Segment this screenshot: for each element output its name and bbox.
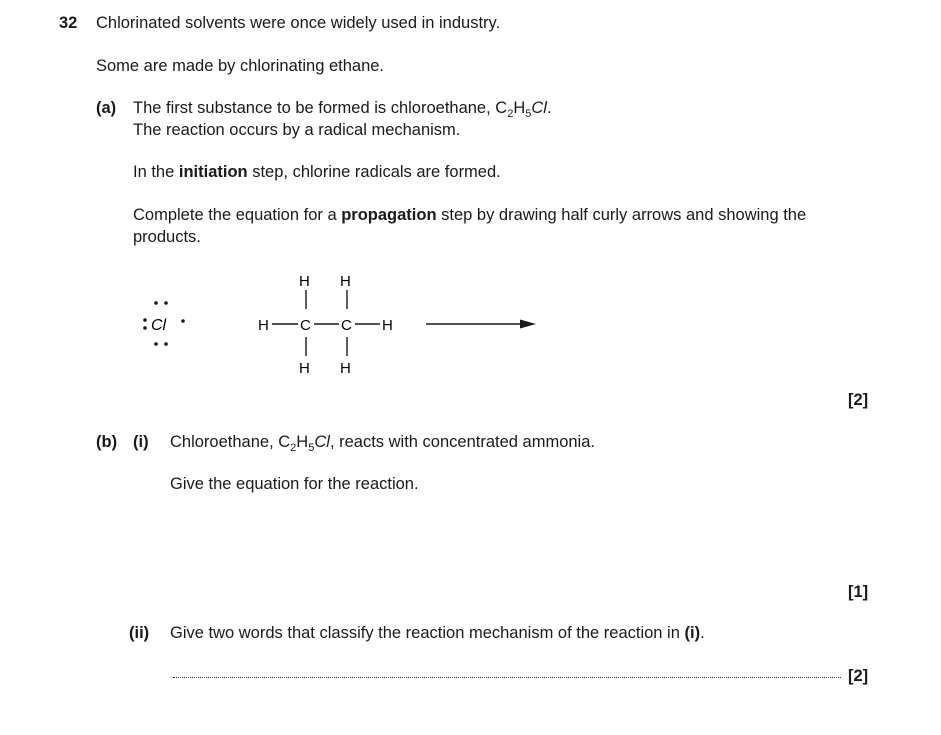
chloroethane-formula: $C_2H_5Cl$: [495, 99, 547, 120]
answer-line-b-ii[interactable]: [173, 677, 841, 678]
part-b-i-label: (i): [133, 433, 149, 451]
chloroethane-formula-b: $C_2H_5Cl$: [278, 433, 330, 454]
part-b-ii-marks: [2]: [848, 667, 869, 685]
question-number: 32: [59, 14, 78, 32]
question-context: Some are made by chlorinating ethane.: [96, 57, 385, 75]
part-b-i-marks: [1]: [848, 583, 869, 601]
h-atom-bottom-left: H: [299, 360, 310, 377]
part-a-line1: The first substance to be formed is chloroethane, $C_2H_5Cl$.: [133, 99, 552, 120]
h-atom-bottom-right: H: [340, 360, 351, 377]
part-b-label: (b): [96, 433, 118, 451]
part-b-ii-text: Give two words that classify the reaction mechanism of the reaction in (i).: [170, 624, 705, 642]
part-a-marks: [2]: [848, 391, 869, 409]
part-b-i-text: Chloroethane, $C_2H_5Cl$, reacts with concentrated ammonia.: [170, 433, 595, 454]
h-atom-left: H: [258, 317, 269, 334]
cl-radical-label: Cl: [151, 317, 167, 334]
part-a-label: (a): [96, 99, 117, 117]
ethane-structure: [258, 273, 393, 377]
reaction-arrow: [426, 320, 536, 329]
h-atom-top-left: H: [299, 273, 310, 290]
propagation-instruction-line2: products.: [133, 228, 201, 246]
question-intro: Chlorinated solvents were once widely used in industry.: [96, 14, 501, 32]
part-b-i-instruction: Give the equation for the reaction.: [170, 475, 419, 493]
h-atom-right: H: [382, 317, 393, 334]
part-a-line2: The reaction occurs by a radical mechanism.: [133, 121, 461, 139]
answer-space-b-i[interactable]: [170, 500, 840, 575]
initiation-text: In the initiation step, chlorine radicals are formed.: [133, 163, 501, 181]
part-b-ii-label: (ii): [129, 624, 150, 642]
c-atom-1: C: [300, 317, 311, 334]
chlorine-radical: [143, 301, 185, 346]
h-atom-top-right: H: [340, 273, 351, 290]
c-atom-2: C: [341, 317, 352, 334]
radical-dot: [181, 319, 185, 323]
propagation-instruction: Complete the equation for a propagation step by drawing half curly arrows and showing the: [133, 206, 807, 224]
